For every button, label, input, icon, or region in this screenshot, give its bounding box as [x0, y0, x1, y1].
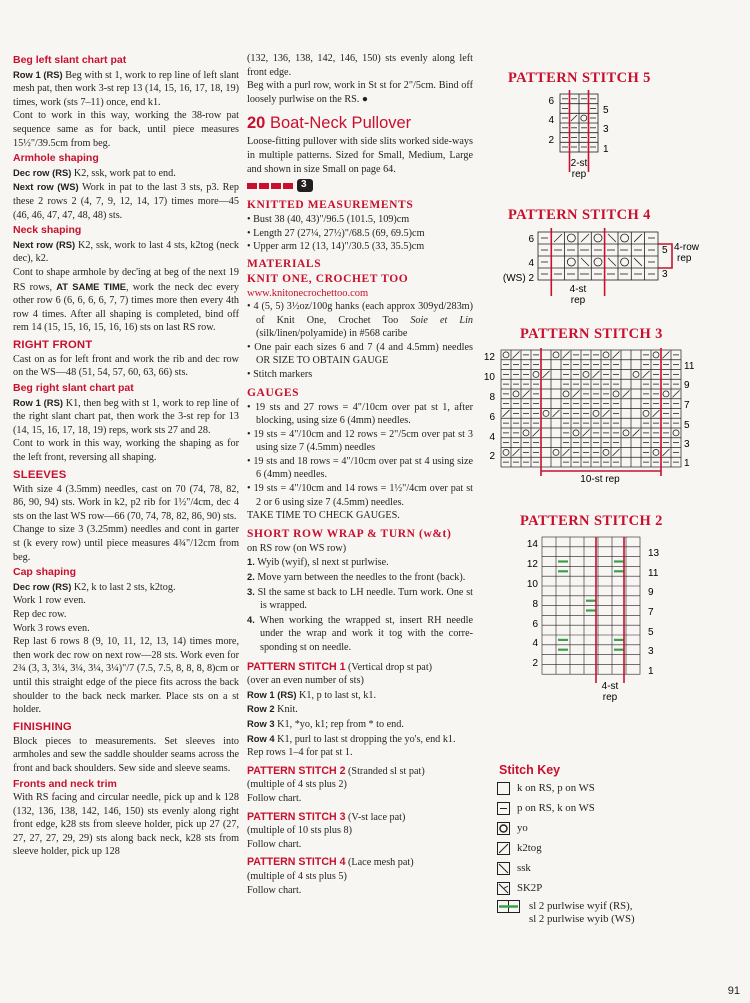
cap-dec-row: Dec row (RS) K2, k to last 2 sts, k2tog. [13, 580, 176, 593]
ps3-dec-mark [563, 449, 570, 456]
armhole-shaping-heading: Armhole shaping [13, 152, 99, 165]
ps3-row-label: 3 [684, 439, 690, 450]
ps3-dec-mark [553, 410, 560, 417]
front-neck-trim-p1: With RS facing and circular needle, pick up and k 128 (132, 136, 138, 142, 146, 150) sts evenly along right front edge, k28 sts from sleeve holder, pick up 27 (27, 27, 27, 27, 29, 29) sts along back neck, k28 sts from sleeve holder, pick up 128 [13, 792, 239, 858]
ps4-rep-label: rep [570, 295, 586, 306]
ps3-yo-mark [593, 410, 599, 416]
ps5-rep-label: 2-st [570, 158, 588, 169]
neck-shaping-heading: Neck shaping [13, 224, 82, 237]
key-item: yo [497, 822, 528, 835]
ps3-row-label: 12 [483, 352, 495, 363]
ps2-l2: Follow chart. [247, 792, 302, 804]
ps5-rep-label: rep [571, 169, 587, 180]
ps1-row1: Row 1 (RS) K1, p to last st, k1. [247, 688, 377, 701]
ps3-yo-mark [643, 410, 649, 416]
wrap-step: 1. Wyib (wyif), sl next st purlwise. [247, 556, 389, 569]
ps1-row3: Row 3 K1, *yo, k1; rep from * to end. [247, 717, 404, 730]
ps3-dec-mark [583, 429, 590, 436]
k2tog-symbol-icon [497, 842, 517, 855]
ps3-l2: Follow chart. [247, 838, 302, 850]
ps4-title: PATTERN STITCH 4 (Lace mesh pat) [247, 856, 414, 869]
ps3-dec-mark [533, 429, 540, 436]
key-item: p on RS, k on WS [497, 802, 595, 815]
ps3-yo-mark [563, 391, 569, 397]
ps3-dec-mark [613, 351, 620, 358]
measurements-heading: KNITTED MEASUREMENTS [247, 199, 414, 212]
ps2-row-label: 14 [526, 539, 538, 550]
gauge-item: • 19 sts and 18 rows = 4"/10cm over pat st 4 using size 6 (4mm) needles. [247, 455, 473, 481]
wrap-turn-sub: on RS row (on WS row) [247, 542, 347, 554]
ps3-yo-mark [633, 371, 639, 377]
ps2-row-label: 4 [532, 638, 538, 649]
ps2-chart-title: PATTERN STITCH 2 [520, 513, 663, 529]
ps3-dec-mark [673, 390, 680, 397]
trim-continued-2: Beg with a purl row, work in St st for 2"/5cm. Bind off loosely purlwise on the RS. ● [247, 80, 473, 105]
right-front-heading: RIGHT FRONT [13, 338, 93, 351]
sleeves-p2: Change to size 3 (3.25mm) needles and cont in garter st (k every row) until piece measures 4¾"/12cm from beg. [13, 524, 239, 563]
wrap-step: 2. Move yarn between the needles to the front (back). [247, 571, 466, 584]
ps3-row-label: 9 [684, 380, 690, 391]
cap-l1: Work 1 row even. [13, 595, 86, 607]
materials-markers: • Stitch markers [247, 368, 313, 380]
ps3-dec-mark [573, 390, 580, 397]
ps2-row-label: 10 [526, 579, 538, 590]
neck-p2: Cont to shape armhole by dec'ing at beg of the next 19 RS rows, AT SAME TIME, work the neck dec every other row 6 (6, 6, 6, 6, 7, 7) times more then every 4th row 4 times. After all shaping is completed, bind off rem 14 (15, 15, 16, 15, 16, 16) sts on last RS row. [13, 266, 239, 334]
ps3-dec-mark [503, 410, 510, 417]
ps2-row-label: 6 [532, 619, 538, 630]
ps3-yo-mark [653, 352, 659, 358]
ps2-title: PATTERN STITCH 2 (Stranded sl st pat) [247, 764, 425, 777]
ps4-chart-title: PATTERN STITCH 4 [508, 207, 651, 223]
ps2-row-label: 5 [648, 627, 654, 638]
ps3-yo-mark [583, 371, 589, 377]
materials-yarn: • 4 (5, 5) 3½oz/100g hanks (each approx 309yd/283m) of Knit One, Crochet Too Soie et Lin (silk/linen/polyamide) in #568 caribe [247, 300, 473, 340]
ps3-dec-mark [513, 351, 520, 358]
ps3-row-label: 4 [489, 432, 495, 443]
ps2-rep-label: 4-st [601, 681, 619, 692]
ps5-row-label: 5 [603, 105, 609, 116]
beg-right-slant-row1: Row 1 (RS) K1, then beg with st 1, work to rep line of the right slant chart pat, then work the 3-st rep for 13 (14, 15, 16, 17, 18, 19) reps, work sts 27 and 28. [13, 396, 239, 436]
ps2-row-label: 7 [648, 607, 654, 618]
ps3-dec-mark [563, 351, 570, 358]
ps4-rep-label: 4-st [569, 284, 587, 295]
ps1-rep: Rep rows 1–4 for pat st 1. [247, 747, 353, 759]
ps2-row-label: 3 [648, 646, 654, 657]
sleeves-heading: SLEEVES [13, 468, 67, 481]
measurement-item: • Bust 38 (40, 43)"/96.5 (101.5, 109)cm [247, 214, 410, 226]
ps2-row-label: 1 [648, 666, 654, 677]
wrap-step: 4. When working the wrapped st, insert RH needle under the wrap and work it tog with the corre-sponding st on needle. [247, 613, 473, 653]
ps5-row-label: 2 [548, 135, 554, 146]
materials-url[interactable]: www.knitonecrochettoo.com [247, 287, 369, 299]
ps2-row-label: 13 [648, 548, 660, 559]
materials-heading: MATERIALS [247, 257, 322, 270]
ps4-row-label: 4 [528, 258, 534, 269]
gauge-item: • 19 sts and 27 rows = 4"/10cm over pat st 1, after blocking, using size 6 (4mm) needles. [247, 401, 473, 427]
cap-shaping-heading: Cap shaping [13, 566, 77, 579]
ps1-title: PATTERN STITCH 1 (Vertical drop st pat) [247, 660, 433, 673]
ps3-yo-mark [553, 352, 559, 358]
ps4-row-label: 6 [528, 234, 534, 245]
ps5-row-label: 1 [603, 144, 609, 155]
ps3-yo-mark [653, 449, 659, 455]
ps3-l1: (multiple of 10 sts plus 8) [247, 825, 352, 837]
ps3-dec-mark [663, 351, 670, 358]
skill-badge: 3 [301, 179, 307, 191]
key-item: k2tog [497, 842, 542, 855]
ps2-l1: (multiple of 4 sts plus 2) [247, 779, 347, 791]
ps3-yo-mark [603, 449, 609, 455]
sleeves-p1: With size 4 (3.5mm) needles, cast on 70 (74, 78, 82, 86, 90, 94) sts. Work in k2, p2 rib for 1½"/4cm, dec 4 sts on the last WS row—66 (70, 74, 78, 82, 86, 90) sts. [13, 483, 239, 522]
pattern-intro: Loose-fitting pullover with side slits worked side-ways in multiple patterns. Sized for Small, Medium, Large and shown in size Small on page 64. [247, 136, 473, 175]
ps3-row-label: 11 [684, 361, 695, 372]
ps3-title: PATTERN STITCH 3 (V-st lace pat) [247, 810, 406, 823]
ps5-row-label: 4 [548, 115, 554, 126]
beg-right-slant-heading: Beg right slant chart pat [13, 382, 134, 395]
page-number: 91 [727, 985, 740, 997]
key-item: SK2P [497, 882, 542, 895]
ps3-yo-mark [543, 410, 549, 416]
column-left [13, 52, 239, 859]
materials-needles: • One pair each sizes 6 and 7 (4 and 4.5mm) needles OR SIZE TO OBTAIN GAUGE [247, 341, 473, 367]
ps3-dec-mark [623, 390, 630, 397]
ps2-row-label: 2 [532, 658, 538, 669]
ps3-dec-mark [633, 429, 640, 436]
measurement-item: • Upper arm 12 (13, 14)"/30.5 (33, 35.5)cm [247, 241, 425, 253]
gauge-check: TAKE TIME TO CHECK GAUGES. [247, 510, 400, 522]
ps5-chart [540, 90, 700, 190]
right-front-p1: Cast on as for left front and work the rib and dec row on the WS—48 (51, 54, 57, 60, 63, 66) sts. [13, 353, 239, 379]
ps3-yo-mark [603, 352, 609, 358]
purl-symbol-icon [497, 802, 517, 815]
ps3-dec-mark [643, 371, 650, 378]
pattern-title: 20 Boat-Neck Pullover [247, 114, 412, 133]
ps3-yo-mark [523, 430, 529, 436]
neck-next-row: Next row (RS) K2, ssk, work to last 4 sts, k2tog (neck dec), k2. [13, 238, 239, 265]
ps5-row-label: 6 [548, 96, 554, 107]
ps3-yo-mark [673, 430, 679, 436]
stitch-key-title: Stitch Key [499, 763, 561, 777]
ps4-l1: (multiple of 4 sts plus 5) [247, 870, 347, 882]
ssk-symbol-icon [497, 862, 517, 875]
ps3-dec-mark [613, 449, 620, 456]
ps5-row-label: 3 [603, 124, 609, 135]
ps1-row2: Row 2 Knit. [247, 703, 298, 716]
ps3-yo-mark [503, 449, 509, 455]
ps3-yo-mark [553, 449, 559, 455]
sl2-symbol-icon [497, 900, 529, 913]
ps3-row-label: 8 [489, 392, 495, 403]
beg-right-slant-p2: Cont to work in this way, working the shaping as for the left front, reversing all shaping. [13, 438, 239, 464]
ps3-rep-label: 10-st rep [580, 474, 620, 485]
ps3-dec-mark [523, 390, 530, 397]
ps3-yo-mark [623, 430, 629, 436]
column-middle [247, 52, 473, 897]
wrap-turn-heading: SHORT ROW WRAP & TURN (w&t) [247, 527, 452, 540]
ps3-row-label: 1 [684, 458, 690, 469]
finishing-heading: FINISHING [13, 720, 72, 733]
ps3-dec-mark [593, 371, 600, 378]
ps1-row4: Row 4 K1, purl to last st dropping the yo's, end k1. [247, 732, 456, 745]
front-neck-trim-heading: Fronts and neck trim [13, 777, 117, 790]
ps3-yo-mark [613, 391, 619, 397]
ps3-dec-mark [543, 371, 550, 378]
ps4-row-label: (WS) 2 [502, 273, 534, 284]
ps2-row-label: 8 [532, 599, 538, 610]
key-item: ssk [497, 862, 531, 875]
ps3-dec-mark [513, 449, 520, 456]
ps3-dec-mark [653, 410, 660, 417]
ps3-yo-mark [573, 430, 579, 436]
ps2-row-label: 11 [648, 568, 659, 579]
ps4-row-label: 5 [662, 245, 668, 256]
cap-p4: Rep last 6 rows 8 (9, 10, 11, 12, 13, 14) times more, then work dec row on next row—28 sts. Work even for 2¾ (3, 3, 3¼, 3¼, 3¼, 3¼)"/7 (7.5, 7.5, 8, 8, 8, 8)cm or until this straight edge of the piece fits across the back shoulder to the back neck marker. Place sts on a st holder. [13, 636, 239, 716]
ps3-yo-mark [503, 352, 509, 358]
key-item: sl 2 purlwise wyif (RS), sl 2 purlwise wyib (WS) [497, 900, 635, 925]
ps5-chart-title: PATTERN STITCH 5 [508, 70, 651, 86]
gauge-item: • 19 sts = 4"/10cm and 12 rows = 2"/5cm over pat st 3 using size 7 (4.5mm) needles [247, 428, 473, 454]
ps2-chart [520, 533, 700, 708]
ps3-dec-mark [603, 410, 610, 417]
ps3-dec-mark [663, 449, 670, 456]
measurement-item: • Length 27 (27¼, 27½)"/68.5 (69, 69.5)cm [247, 227, 425, 239]
yo-symbol-icon [497, 822, 517, 835]
cap-l2: Rep dec row. [13, 608, 67, 620]
ps3-row-label: 5 [684, 420, 690, 431]
finishing-p1: Block pieces to measurements. Set sleeves into armholes and sew the saddle shoulder seams across the front and back shoulders. Sew side and sleeve seams. [13, 735, 239, 774]
beg-left-slant-row1: Row 1 (RS) Beg with st 1, work to rep line of left slant mesh pat, then work 3-st rep 13 (14, 15, 16, 17, 18, 19) times, work (sts 7–11) once, end k1. [13, 68, 240, 108]
ps3-chart [480, 346, 700, 486]
beg-left-slant-p2: Cont to work in this way, working the 38-row pat sequence same as for back, until piece measures 15½"/39.5cm from beg. [13, 110, 239, 149]
ps3-row-label: 2 [489, 451, 495, 462]
key-item: k on RS, p on WS [497, 782, 595, 795]
ps3-row-label: 6 [489, 412, 495, 423]
cap-l3: Work 3 rows even. [13, 622, 90, 634]
trim-continued: (132, 136, 138, 142, 146, 150) sts evenly along left front edge. [247, 53, 473, 78]
ps2-row-label: 9 [648, 587, 654, 598]
ps4-row-label: 3 [662, 269, 668, 280]
ps3-row-label: 7 [684, 400, 690, 411]
beg-left-slant-heading: Beg left slant chart pat [13, 54, 127, 66]
ps1-l1: (over an even number of sts) [247, 675, 364, 687]
ps4-side-label: 4-row [674, 242, 700, 253]
gauges-heading: GAUGES [247, 386, 300, 399]
wrap-step: 3. Sl the same st back to LH needle. Turn work. One st is wrapped. [247, 585, 473, 612]
ps2-rep-label: rep [602, 692, 618, 703]
sk2p-symbol-icon [497, 882, 517, 895]
ps4-chart [494, 228, 704, 308]
armhole-next-row: Next row (WS) Work in pat to the last 3 sts, p3. Rep these 2 rows 2 (4, 7, 9, 12, 14, 17) times more—45 (46, 46, 47, 47, 48, 48) sts. [13, 181, 239, 221]
knit-symbol-icon [497, 782, 517, 795]
ps4-l2: Follow chart. [247, 884, 302, 896]
ps2-row-label: 12 [526, 559, 538, 570]
ps3-yo-mark [513, 391, 519, 397]
ps3-row-label: 10 [483, 372, 495, 383]
armhole-dec-row: Dec row (RS) K2, ssk, work pat to end. [13, 166, 176, 179]
ps3-chart-title: PATTERN STITCH 3 [520, 326, 663, 342]
ps3-yo-mark [663, 391, 669, 397]
skill-level [247, 176, 473, 194]
gauge-item: • 19 sts = 4"/10cm and 14 rows = 1½"/4cm over pat st 2 or 6 using size 7 (4.5mm) needles. [247, 483, 473, 508]
ps4-side-label: rep [677, 253, 692, 264]
ps3-yo-mark [533, 371, 539, 377]
materials-brand: KNIT ONE, CROCHET TOO [247, 272, 409, 285]
